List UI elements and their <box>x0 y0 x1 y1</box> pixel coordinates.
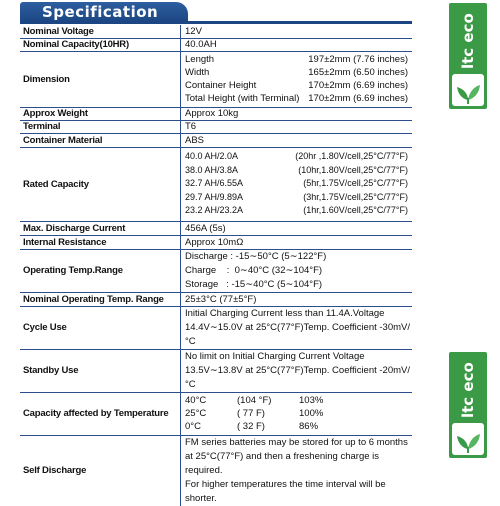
dim-name: Width <box>185 67 210 78</box>
text-line: Discharge : -15∼50°C (5∼122°F) <box>185 250 327 262</box>
temp-percent: 100% <box>299 408 324 419</box>
text-line: Storage : -15∼40°C (5∼104°F) <box>185 278 323 290</box>
rated-capacity: 29.7 AH/9.89A <box>185 191 244 202</box>
leaf-icon <box>452 423 484 455</box>
dim-value: 170±2mm (6.69 inches) <box>308 80 408 91</box>
rated-capacity: 38.0 AH/3.8A <box>185 164 239 175</box>
text-line: For higher temperatures the time interval will be shorter. <box>185 478 386 504</box>
dim-name: Total Height (with Terminal) <box>185 93 300 104</box>
row-value: 456A (5s) <box>181 221 413 235</box>
dimension-list <box>181 51 413 107</box>
row-value: T6 <box>181 120 413 133</box>
table-row <box>20 51 412 107</box>
dim-value: 165±2mm (6.50 inches) <box>308 67 408 78</box>
row-label: Cycle Use <box>20 306 181 349</box>
table-row <box>20 306 412 349</box>
temp-percent: 86% <box>299 421 319 432</box>
table-row <box>20 38 412 51</box>
text-line: at 25°C(77°F) and then a freshening charge is required. <box>185 450 380 476</box>
brand-badge-bottom <box>449 352 487 458</box>
brand-text: ltc eco <box>459 13 477 69</box>
row-label: Nominal Operating Temp. Range <box>20 292 181 306</box>
rated-condition: (3hr,1.75V/cell,25°C/77°F) <box>303 191 408 202</box>
dim-name: Container Height <box>185 80 257 91</box>
affected-list <box>181 392 413 435</box>
table-row <box>20 221 412 235</box>
row-label: Nominal Capacity(10HR) <box>20 38 181 51</box>
table-row <box>20 120 412 133</box>
table-row <box>20 392 412 435</box>
cycle-lines <box>181 306 413 349</box>
row-value: 25±3°C (77±5°F) <box>181 292 413 306</box>
row-value: Approx 10kg <box>181 107 413 120</box>
brand-text: ltc eco <box>459 362 477 418</box>
table-row <box>20 292 412 306</box>
dim-value: 197±2mm (7.76 inches) <box>308 54 408 65</box>
row-value: ABS <box>181 133 413 147</box>
standby-lines <box>181 349 413 392</box>
table-row <box>20 435 412 506</box>
text-line: 13.5V∼13.8V at 25°C(77°F)Temp. Coefficient -20mV/°C <box>185 364 411 390</box>
temp-percent: 103% <box>299 395 324 406</box>
row-label: Approx Weight <box>20 107 181 120</box>
row-label: Dimension <box>20 51 181 107</box>
text-line: No limit on Initial Charging Current Voltage <box>185 350 365 362</box>
row-label: Container Material <box>20 133 181 147</box>
temp-f: (104 °F) <box>237 395 272 406</box>
row-label: Capacity affected by Temperature <box>20 392 181 435</box>
text-line: Charge : 0∼40°C (32∼104°F) <box>185 264 323 276</box>
table-row <box>20 235 412 249</box>
rated-capacity: 40.0 AH/2.0A <box>185 151 239 162</box>
dim-name: Length <box>185 54 215 65</box>
header-rule <box>20 21 412 24</box>
temp-c: 25°C <box>185 408 207 419</box>
row-label: Self Discharge <box>20 435 181 506</box>
row-value: Approx 10mΩ <box>181 235 413 249</box>
row-label: Nominal Voltage <box>20 25 181 38</box>
table-row <box>20 249 412 292</box>
brand-badge-top <box>449 3 487 109</box>
row-label: Operating Temp.Range <box>20 249 181 292</box>
temp-c: 40°C <box>185 395 207 406</box>
dim-value: 170±2mm (6.69 inches) <box>308 93 408 104</box>
table-row <box>20 107 412 120</box>
rated-condition: (20hr ,1.80V/cell,25°C/77°F) <box>295 151 408 162</box>
spec-header <box>20 2 188 22</box>
text-line: Initial Charging Current less than 11.4A.Voltage <box>185 307 385 319</box>
rated-condition: (10hr,1.80V/cell,25°C/77°F) <box>298 164 408 175</box>
row-label: Standby Use <box>20 349 181 392</box>
row-label: Rated Capacity <box>20 147 181 221</box>
page-title: Specification <box>42 3 159 21</box>
rated-condition: (1hr,1.60V/cell,25°C/77°F) <box>303 205 408 216</box>
rated-list <box>181 147 413 221</box>
table-row <box>20 349 412 392</box>
temp-f: ( 77 F) <box>237 408 265 419</box>
rated-capacity: 23.2 AH/23.2A <box>185 205 244 216</box>
self-lines <box>181 435 413 506</box>
row-label: Internal Resistance <box>20 235 181 249</box>
rated-condition: (5hr,1.75V/cell,25°C/77°F) <box>303 178 408 189</box>
table-row <box>20 133 412 147</box>
row-label: Terminal <box>20 120 181 133</box>
text-line: FM series batteries may be stored for up to 6 months <box>185 436 408 448</box>
temp-lines <box>181 249 413 292</box>
table-row <box>20 147 412 221</box>
text-line: 14.4V∼15.0V at 25°C(77°F)Temp. Coefficient -30mV/°C <box>185 321 411 347</box>
temp-f: ( 32 F) <box>237 421 265 432</box>
rated-capacity: 32.7 AH/6.55A <box>185 178 244 189</box>
row-value: 40.0AH <box>181 38 413 51</box>
row-label: Max. Discharge Current <box>20 221 181 235</box>
row-value: 12V <box>181 25 413 38</box>
temp-c: 0°C <box>185 421 201 432</box>
leaf-icon <box>452 74 484 106</box>
table-row <box>20 25 412 38</box>
spec-table <box>20 25 412 506</box>
